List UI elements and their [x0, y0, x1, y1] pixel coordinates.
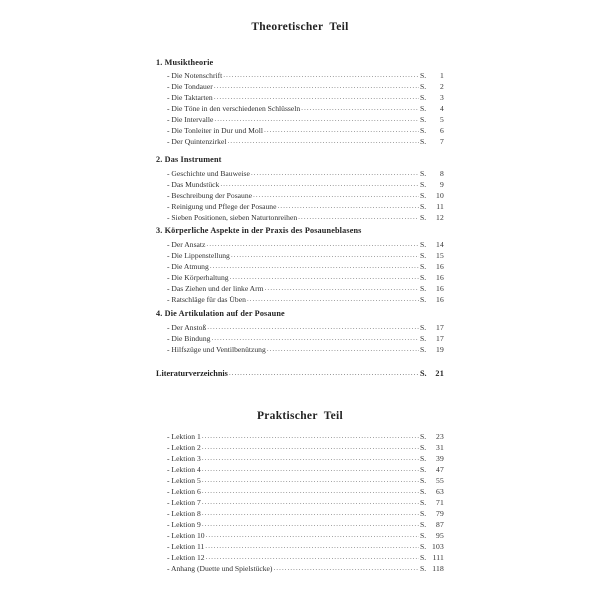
page-prefix: S. — [420, 71, 427, 80]
toc-entry[interactable] — [167, 213, 444, 224]
toc-entry[interactable] — [167, 553, 444, 564]
page-number: 103 — [432, 542, 444, 551]
toc-entry[interactable] — [167, 202, 444, 213]
page-prefix: S. — [420, 498, 427, 507]
toc-entry[interactable] — [167, 531, 444, 542]
toc-entry[interactable] — [167, 498, 444, 509]
toc-entry-page — [420, 251, 444, 260]
part-title-praktischer-teil — [0, 410, 600, 422]
toc-entry-page — [420, 323, 444, 332]
toc-entry-label: - Lektion 1 — [167, 432, 201, 441]
page-prefix: S. — [420, 520, 427, 529]
page-prefix: S. — [420, 115, 427, 124]
dot-leader — [202, 454, 419, 461]
page-number: 71 — [436, 498, 444, 507]
toc-entry[interactable] — [167, 93, 444, 104]
dot-leader — [206, 531, 419, 538]
section-heading-koerperliche-aspekte: 3. Körperliche Aspekte in der Praxis des Posauneblasens — [156, 226, 362, 235]
page-prefix: S. — [420, 202, 427, 211]
toc-entry[interactable] — [167, 180, 444, 191]
page-prefix: S. — [420, 564, 427, 573]
page-number: 39 — [436, 454, 444, 463]
page-prefix: S. — [420, 273, 427, 282]
toc-entry[interactable] — [167, 262, 444, 273]
toc-entry-page — [420, 240, 444, 249]
toc-entry[interactable] — [167, 191, 444, 202]
page-prefix: S. — [420, 169, 427, 178]
page-number: 16 — [436, 295, 444, 304]
dot-leader — [211, 334, 419, 341]
toc-entry[interactable] — [167, 115, 444, 126]
page-number: 15 — [436, 251, 444, 260]
page-number: 21 — [435, 369, 444, 378]
toc-entry[interactable] — [167, 487, 444, 498]
toc-entry-label: - Die Atmung — [167, 262, 209, 271]
page-prefix: S. — [420, 465, 427, 474]
page-prefix: S. — [420, 180, 427, 189]
page-number: 19 — [436, 345, 444, 354]
toc-entry-page — [420, 443, 444, 452]
dot-leader — [202, 443, 419, 450]
toc-entry-label: - Beschreibung der Posaune — [167, 191, 252, 200]
dot-leader — [210, 262, 419, 269]
toc-entry-page — [420, 432, 444, 441]
toc-entry-label: - Lektion 10 — [167, 531, 205, 540]
page-prefix: S. — [420, 509, 427, 518]
dot-leader — [253, 191, 419, 198]
dot-leader — [223, 71, 419, 78]
toc-entry-page — [420, 509, 444, 518]
toc-entry[interactable] — [167, 454, 444, 465]
toc-entry[interactable] — [167, 284, 444, 295]
toc-entry-page — [420, 465, 444, 474]
page-number: 55 — [436, 476, 444, 485]
page-number: 5 — [440, 115, 444, 124]
dot-leader — [273, 564, 419, 571]
dot-leader — [229, 369, 419, 376]
page-number: 9 — [440, 180, 444, 189]
dot-leader — [202, 498, 419, 505]
toc-entry[interactable] — [167, 345, 444, 356]
page-prefix: S. — [420, 531, 427, 540]
toc-entry-page — [420, 93, 444, 102]
toc-entry-label: - Lektion 3 — [167, 454, 201, 463]
dot-leader — [202, 432, 419, 439]
toc-entry-label: - Lektion 11 — [167, 542, 205, 551]
toc-entry[interactable] — [167, 273, 444, 284]
page-number: 47 — [436, 465, 444, 474]
toc-entry-page — [420, 564, 444, 573]
page-prefix: S. — [420, 295, 427, 304]
page-number: 11 — [436, 202, 444, 211]
page-prefix: S. — [420, 334, 427, 343]
page-prefix: S. — [420, 93, 427, 102]
toc-entry-label: - Lektion 4 — [167, 465, 201, 474]
page-prefix: S. — [420, 191, 427, 200]
toc-entry-label: - Die Intervalle — [167, 115, 214, 124]
toc-entry-page — [420, 531, 444, 540]
toc-entry[interactable] — [167, 564, 444, 575]
page-number: 7 — [440, 137, 444, 146]
dot-leader — [207, 323, 419, 330]
toc-entry-label: - Lektion 9 — [167, 520, 201, 529]
dot-leader — [202, 476, 419, 483]
page-prefix: S. — [420, 369, 427, 378]
page-number: 87 — [436, 520, 444, 529]
toc-entry-page — [420, 487, 444, 496]
dot-leader — [205, 542, 419, 549]
toc-entry-page — [420, 169, 444, 178]
dot-leader — [267, 345, 419, 352]
part-title-word: Theoretischer — [251, 21, 324, 33]
toc-entry[interactable] — [167, 104, 444, 115]
toc-entry-page — [420, 126, 444, 135]
page-number: 118 — [432, 564, 444, 573]
toc-entry[interactable] — [167, 295, 444, 306]
toc-entry-label: - Der Quintenzirkel — [167, 137, 227, 146]
page-prefix: S. — [420, 454, 427, 463]
part-title-word: Teil — [323, 410, 344, 422]
page-number: 17 — [436, 334, 444, 343]
page-prefix: S. — [420, 82, 427, 91]
toc-entry-page — [420, 520, 444, 529]
dot-leader — [247, 295, 419, 302]
part-title-theoretischer-teil — [0, 21, 600, 33]
toc-entry[interactable] — [167, 137, 444, 148]
toc-entry-label: - Anhang (Duette und Spielstücke) — [167, 564, 273, 573]
toc-entry-label: - Die Tondauer — [167, 82, 213, 91]
page-number: 10 — [436, 191, 444, 200]
dot-leader — [227, 137, 419, 144]
dot-leader — [264, 126, 419, 133]
toc-entry-page — [420, 104, 444, 113]
dot-leader — [214, 115, 419, 122]
part-title-word: Praktischer — [256, 410, 318, 422]
page-number: 4 — [440, 104, 444, 113]
toc-entry-page — [420, 498, 444, 507]
dot-leader — [220, 180, 419, 187]
toc-entry-page — [420, 476, 444, 485]
dot-leader — [202, 465, 419, 472]
page-prefix: S. — [420, 137, 427, 146]
page-number: 16 — [436, 273, 444, 282]
page-prefix: S. — [420, 323, 427, 332]
toc-entry-page — [420, 295, 444, 304]
toc-entry-label: - Lektion 12 — [167, 553, 205, 562]
toc-entry-page — [420, 71, 444, 80]
section-heading-musiktheorie: 1. Musiktheorie — [156, 58, 214, 67]
toc-entry-label: - Lektion 6 — [167, 487, 201, 496]
toc-entry[interactable] — [167, 169, 444, 180]
toc-entry[interactable] — [167, 82, 444, 93]
dot-leader — [214, 82, 419, 89]
toc-entry-label: - Das Ziehen und der linke Arm — [167, 284, 264, 293]
dot-leader — [301, 104, 419, 111]
page-prefix: S. — [420, 126, 427, 135]
dot-leader — [202, 520, 419, 527]
toc-entry-label: - Die Bindung — [167, 334, 211, 343]
toc-entry-label: - Die Körperhaltung — [167, 273, 229, 282]
page-prefix: S. — [420, 240, 427, 249]
toc-entry[interactable] — [167, 542, 444, 553]
toc-entry-label: - Die Taktarten — [167, 93, 213, 102]
toc-entry-label: - Sieben Positionen, sieben Naturtonreihen — [167, 213, 298, 222]
toc-entry-page — [420, 115, 444, 124]
page-number: 3 — [440, 93, 444, 102]
toc-entry-page — [420, 542, 444, 551]
page-prefix: S. — [420, 251, 427, 260]
page-number: 16 — [436, 262, 444, 271]
toc-entry[interactable] — [167, 432, 444, 443]
toc-entry-page — [420, 262, 444, 271]
toc-entry-page — [420, 180, 444, 189]
toc-entry-label: - Die Notenschrift — [167, 71, 223, 80]
section-heading-artikulation: 4. Die Artikulation auf der Posaune — [156, 309, 285, 318]
toc-entry[interactable] — [167, 323, 444, 334]
toc-entry-page — [420, 202, 444, 211]
toc-entry-label: - Geschichte und Bauweise — [167, 169, 250, 178]
dot-leader — [206, 240, 419, 247]
toc-entry-label: Literaturverzeichnis — [156, 369, 228, 378]
toc-entry-label: - Die Lippenstellung — [167, 251, 230, 260]
page-number: 8 — [440, 169, 444, 178]
toc-entry-page — [420, 345, 444, 354]
page-prefix: S. — [420, 213, 427, 222]
dot-leader — [214, 93, 419, 100]
toc-entry-label: - Hilfszüge und Ventilbenützung — [167, 345, 266, 354]
toc-entry-page — [420, 553, 444, 562]
toc-entry[interactable] — [167, 476, 444, 487]
toc-entry-page — [420, 454, 444, 463]
page-number: 6 — [440, 126, 444, 135]
page-number: 14 — [436, 240, 444, 249]
toc-entry-label: - Die Töne in den verschiedenen Schlüsseln — [167, 104, 301, 113]
page-number: 95 — [436, 531, 444, 540]
toc-entry-page — [420, 273, 444, 282]
toc-entry-literaturverzeichnis[interactable] — [156, 369, 444, 380]
dot-leader — [277, 202, 419, 209]
toc-entry-label: - Reinigung und Pflege der Posaune — [167, 202, 277, 211]
page-prefix: S. — [420, 553, 427, 562]
toc-entry-label: - Ratschläge für das Üben — [167, 295, 246, 304]
toc-entry-page — [420, 369, 444, 378]
toc-entry[interactable] — [167, 465, 444, 476]
page-prefix: S. — [420, 476, 427, 485]
part-title-word: Teil — [329, 21, 349, 33]
toc-entry-label: - Lektion 2 — [167, 443, 201, 452]
toc-entry-label: - Lektion 7 — [167, 498, 201, 507]
dot-leader — [202, 487, 419, 494]
page-number: 23 — [436, 432, 444, 441]
toc-entry-label: - Die Tonleiter in Dur und Moll — [167, 126, 263, 135]
page-number: 31 — [436, 443, 444, 452]
toc-entry-page — [420, 284, 444, 293]
page-number: 16 — [436, 284, 444, 293]
toc-entry[interactable] — [167, 240, 444, 251]
page-prefix: S. — [420, 345, 427, 354]
page-prefix: S. — [420, 104, 427, 113]
toc-entry[interactable] — [167, 443, 444, 454]
page-number: 1 — [440, 71, 444, 80]
page-number: 12 — [436, 213, 444, 222]
toc-entry[interactable] — [167, 251, 444, 262]
section-heading-das-instrument: 2. Das Instrument — [156, 155, 222, 164]
toc-entry[interactable] — [167, 126, 444, 137]
page-prefix: S. — [420, 432, 427, 441]
toc-entry-label: - Der Ansatz — [167, 240, 206, 249]
toc-entry[interactable] — [167, 520, 444, 531]
toc-entry-label: - Das Mundstück — [167, 180, 220, 189]
page-prefix: S. — [420, 284, 427, 293]
toc-entry-page — [420, 213, 444, 222]
page-number: 111 — [432, 553, 444, 562]
page-prefix: S. — [420, 487, 427, 496]
toc-entry-label: - Lektion 8 — [167, 509, 201, 518]
page-number: 17 — [436, 323, 444, 332]
dot-leader — [298, 213, 419, 220]
toc-entry-page — [420, 137, 444, 146]
dot-leader — [231, 251, 419, 258]
dot-leader — [230, 273, 419, 280]
dot-leader — [265, 284, 419, 291]
page-prefix: S. — [420, 542, 427, 551]
toc-entry-label: - Der Anstoß — [167, 323, 207, 332]
toc-entry-page — [420, 191, 444, 200]
toc-entry-page — [420, 82, 444, 91]
page-number: 2 — [440, 82, 444, 91]
dot-leader — [202, 509, 419, 516]
dot-leader — [206, 553, 419, 560]
page-number: 79 — [436, 509, 444, 518]
page-number: 63 — [436, 487, 444, 496]
toc-entry[interactable] — [167, 334, 444, 345]
page-prefix: S. — [420, 262, 427, 271]
toc-entry-page — [420, 334, 444, 343]
page-prefix: S. — [420, 443, 427, 452]
dot-leader — [251, 169, 419, 176]
toc-entry-label: - Lektion 5 — [167, 476, 201, 485]
toc-entry[interactable] — [167, 509, 444, 520]
toc-entry[interactable] — [167, 71, 444, 82]
